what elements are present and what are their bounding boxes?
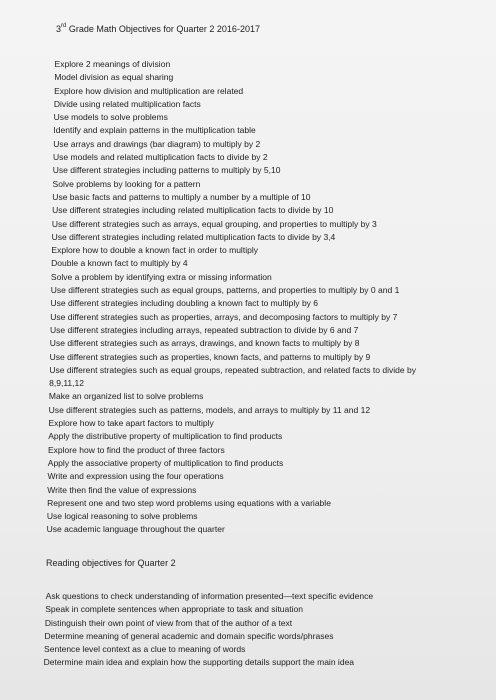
objective-item: Use academic language throughout the quarter — [46, 524, 225, 535]
objective-item: Solve problems by looking for a pattern — [52, 178, 201, 189]
objective-item: 8,9,11,12 — [49, 378, 85, 389]
objective-item: Apply the distributive property of multiplication to find products — [48, 431, 283, 442]
objective-item: Use different strategies including patterns to multiply by 5,10 — [52, 165, 281, 176]
objective-item: Solve a problem by identifying extra or missing information — [50, 271, 272, 282]
title-grade-number: 3 — [56, 24, 62, 34]
objective-item: Use different strategies including related multiplication facts to divide by 10 — [52, 205, 334, 216]
objective-item: Use different strategies such as equal groups, patterns, and properties to multiply by 0 and 1 — [50, 285, 400, 296]
objective-item: Model division as equal sharing — [54, 72, 174, 83]
objective-item: Use different strategies including arrays, repeated subtraction to divide by 6 and 7 — [50, 324, 359, 335]
objective-item: Make an organized list to solve problems — [48, 391, 204, 402]
objective-item: Double a known fact to multiply by 4 — [51, 258, 188, 269]
objective-item: Identify and explain patterns in the multiplication table — [53, 125, 256, 136]
objective-item: Sentence level context as a clue to meaning of words — [44, 644, 246, 655]
objective-item: Write then find the value of expressions — [47, 484, 197, 495]
page-title — [56, 24, 260, 35]
objective-item: Use different strategies such as properties, known facts, and patterns to multiply by 9 — [49, 351, 371, 362]
objective-item: Use models to solve problems — [53, 112, 168, 123]
objective-item: Use different strategies including doubling a known fact to multiply by 6 — [50, 298, 319, 309]
objective-item: Determine main idea and explain how the supporting details support the main idea — [43, 657, 355, 668]
objective-item: Determine meaning of general academic and domain specific words/phrases — [44, 630, 334, 641]
objective-item: Use basic facts and patterns to multiply a number by a multiple of 10 — [52, 191, 311, 202]
title-text: Grade Math Objectives for Quarter 2 2016-2017 — [66, 24, 260, 34]
objective-item: Explore how division and multiplication are related — [54, 85, 244, 96]
objective-item: Explore 2 meanings of division — [54, 59, 171, 69]
objective-item: Ask questions to check understanding of information presented—text specific evidence — [45, 591, 374, 601]
objective-item: Use models and related multiplication facts to divide by 2 — [52, 152, 268, 163]
title-grade-suffix: rd — [61, 23, 67, 29]
objective-item: Use different strategies such as equal groups, repeated subtraction, and related facts to divide by — [49, 364, 416, 375]
objective-item: Use different strategies such as arrays, equal grouping, and properties to multiply by 3 — [51, 218, 377, 229]
objective-item: Use different strategies such as properties, arrays, and decomposing factors to multiply by 7 — [50, 311, 398, 322]
objective-item: Apply the associative property of multiplication to find products — [47, 457, 284, 468]
reading-heading: Reading objectives for Quarter 2 — [46, 558, 176, 568]
reading-objectives-list — [0, 590, 496, 670]
objective-item: Explore how to take apart factors to multiply — [48, 418, 214, 429]
math-objectives-list — [0, 58, 496, 537]
objective-item: Speak in complete sentences when appropriate to task and situation — [45, 604, 304, 615]
objective-item: Use different strategies such as patterns, models, and arrays to multiply by 11 and 12 — [48, 404, 371, 415]
objective-item: Explore how to double a known fact in order to multiply — [51, 245, 258, 256]
objective-item: Use arrays and drawings (bar diagram) to multiply by 2 — [53, 138, 261, 149]
objective-item: Write and expression using the four operations — [47, 471, 224, 482]
objective-item: Represent one and two step word problems using equations with a variable — [47, 497, 331, 508]
objective-item: Explore how to find the product of three factors — [47, 444, 225, 455]
objective-item: Use different strategies including related multiplication facts to divide by 3,4 — [51, 231, 336, 242]
objective-item: Distinguish their own point of view from that of the author of a text — [44, 617, 293, 628]
objective-item: Divide using related multiplication facts — [53, 98, 201, 109]
objective-item: Use different strategies such as arrays, drawings, and known facts to multiply by 8 — [49, 338, 360, 349]
objective-item: Use logical reasoning to solve problems — [46, 511, 198, 522]
